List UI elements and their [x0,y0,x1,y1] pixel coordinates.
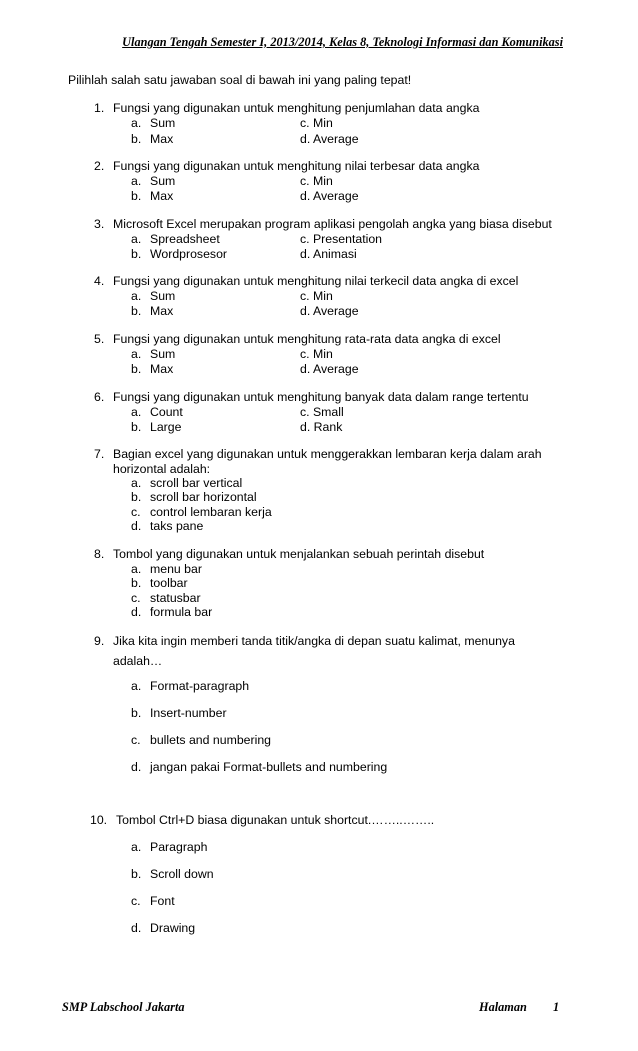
question-number: 1. [94,101,105,115]
footer-page-number: 1 [553,1000,560,1014]
question-number: 9. [94,634,105,648]
question-text-line1: Bagian excel yang digunakan untuk menggerakkan lembaran kerja dalam arah [113,447,542,461]
question-text: Fungsi yang digunakan untuk menghitung penjumlahan data angka [113,101,480,115]
question-number: 5. [94,332,105,346]
question-number: 7. [94,447,105,461]
page-header-title: Ulangan Tengah Semester I, 2013/2014, Kelas 8, Teknologi Informasi dan Komunikasi [122,35,563,49]
question-text: Tombol yang digunakan untuk menjalankan sebuah perintah disebut [113,547,485,561]
question-text: Microsoft Excel merupakan program aplikasi pengolah angka yang biasa disebut [113,217,552,231]
question-text: Fungsi yang digunakan untuk menghitung banyak data dalam range tertentu [113,390,529,404]
footer-page-label: Halaman [479,1000,527,1014]
question-text-line2: horizontal adalah: [113,462,211,476]
question-text: Fungsi yang digunakan untuk menghitung rata-rata data angka di excel [113,332,501,346]
question-number: 2. [94,159,105,173]
question-text: Tombol Ctrl+D biasa digunakan untuk shortcut.……..…….. [116,813,435,827]
question-text-line2: adalah… [113,654,163,668]
question-number: 10. [90,813,108,827]
question-text-line1: Jika kita ingin memberi tanda titik/angka di depan suatu kalimat, menunya [113,634,515,648]
question-number: 4. [94,274,105,288]
question-number: 8. [94,547,105,561]
footer-school: SMP Labschool Jakarta [62,1000,185,1014]
question-number: 6. [94,390,105,404]
instruction-text: Pilihlah salah satu jawaban soal di bawah ini yang paling tepat! [68,73,412,87]
question-number: 3. [94,217,105,231]
question-text: Fungsi yang digunakan untuk menghitung nilai terbesar data angka [113,159,480,173]
question-text: Fungsi yang digunakan untuk menghitung nilai terkecil data angka di excel [113,274,519,288]
